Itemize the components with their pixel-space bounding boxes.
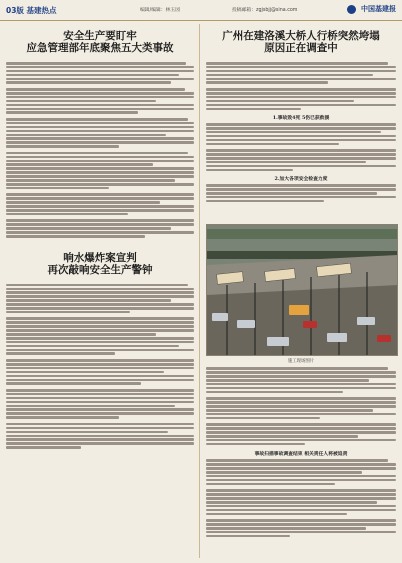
newspaper-logo: 中国基建报: [361, 5, 396, 13]
page-header: [0, 0, 402, 21]
right-headline: 广州在建洛溪大桥人行桥突然垮塌: [222, 30, 380, 42]
left-mid-headline-2: 再次敲响安全生产警钟: [47, 263, 153, 276]
construction-photo: [206, 224, 398, 356]
right-headline-2: 原因正在调查中: [264, 42, 338, 54]
column-divider: [199, 24, 200, 558]
right-section-1: 1.事故致4死 5伤已获救援: [272, 115, 330, 122]
right-article-continued: [206, 366, 396, 539]
right-body-5: [206, 459, 396, 537]
left-mid-headline-1: 响水爆炸案宣判: [63, 251, 137, 264]
photo-caption: 施工现场图片: [287, 359, 315, 364]
right-section-2: 2.加大各项安全检查力度: [274, 176, 328, 183]
left-body-1: [6, 62, 194, 238]
construction-photo-illustration: [207, 225, 397, 355]
right-body-2: [206, 123, 396, 171]
left-article: [6, 24, 194, 450]
right-body-3: [206, 184, 396, 202]
editor-line: 编辑/编辑：林玉园: [140, 8, 180, 13]
right-body-4: [206, 367, 396, 445]
right-section-3: 事故扫描事故调查结束 相关责任人将被追责: [254, 451, 348, 458]
right-article: [206, 24, 396, 204]
left-mid-headline-block: [6, 252, 194, 276]
left-headline: 安全生产要盯牢: [63, 30, 137, 42]
right-body-1: [206, 62, 396, 110]
left-body-2: [6, 284, 194, 449]
page-label: 03版 基建热点: [6, 6, 57, 15]
email-line: 投稿邮箱：zgjsbjj@sina.com: [232, 8, 298, 13]
newspaper-logo-icon: [347, 5, 356, 14]
left-headline-2: 应急管理部年底聚焦五大类事故: [26, 42, 174, 54]
